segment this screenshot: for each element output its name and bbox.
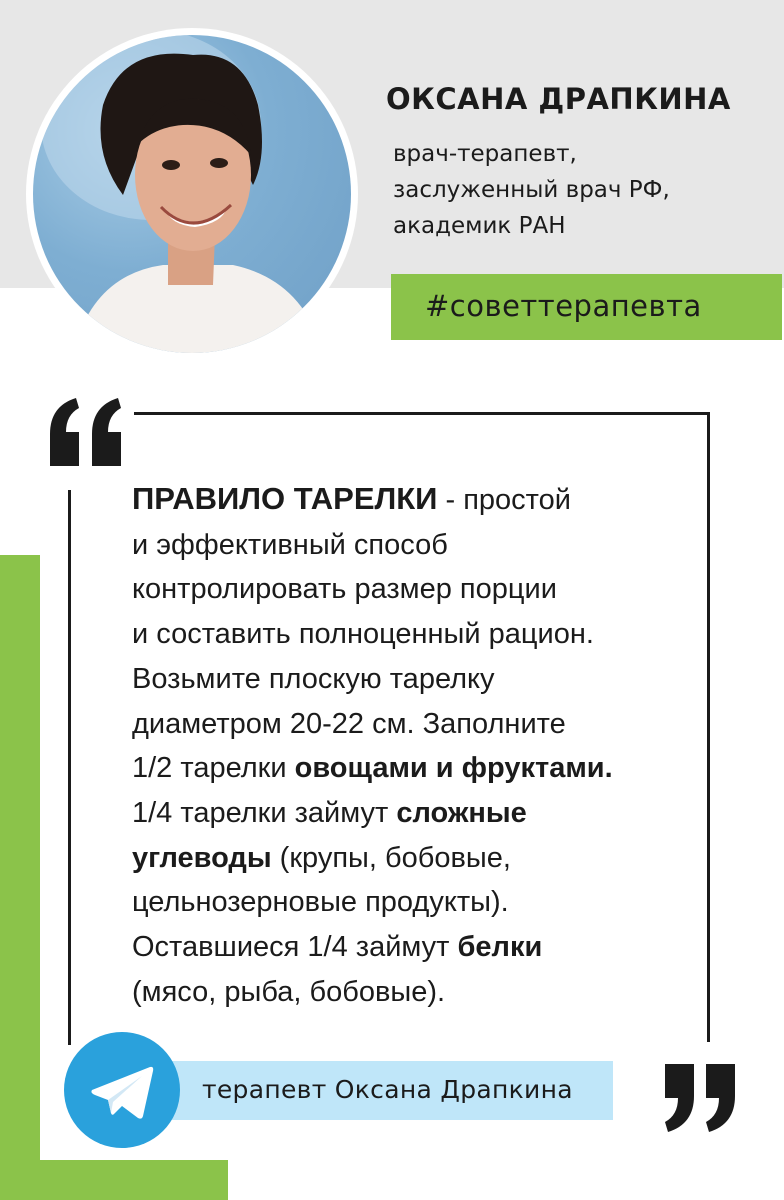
quote-line: контролировать размер порции <box>132 573 557 606</box>
hashtag-label: #советтерапевта <box>425 289 702 323</box>
author-title-line: академик РАН <box>393 213 566 239</box>
quote-line: углеводы (крупы, бобовые, <box>132 841 511 874</box>
quote-line: 1/2 тарелки овощами и фруктами. <box>132 752 613 785</box>
quote-lead: ПРАВИЛО ТАРЕЛКИ <box>132 481 438 516</box>
author-name: ОКСАНА ДРАПКИНА <box>386 82 731 116</box>
author-title-line: заслуженный врач РФ, <box>393 177 670 203</box>
frame-line-top <box>134 412 710 415</box>
frame-line-left <box>68 490 71 1045</box>
quote-line: и составить полноценный рацион. <box>132 618 594 651</box>
quote-line: и эффективный способ <box>132 528 448 561</box>
quote-line: Возьмите плоскую тарелку <box>132 662 495 695</box>
quote-line: диаметром 20-22 см. Заполните <box>132 707 566 740</box>
close-quote-icon <box>660 1056 740 1141</box>
quote-line: 1/4 тарелки займут сложные <box>132 796 527 829</box>
frame-line-right <box>707 412 710 1042</box>
author-photo <box>26 28 358 360</box>
quote-line: ПРАВИЛО ТАРЕЛКИ - простой <box>132 481 571 516</box>
quote-line: (мясо, рыба, бобовые). <box>132 975 446 1008</box>
author-titles <box>393 136 773 244</box>
author-title-line: врач-терапевт, <box>393 141 577 167</box>
quote-line: Оставшиеся 1/4 займут белки <box>132 931 543 964</box>
open-quote-icon <box>46 388 126 473</box>
telegram-icon[interactable] <box>64 1032 180 1148</box>
quote-text <box>132 477 692 1014</box>
telegram-channel-link[interactable]: терапевт Оксана Драпкина <box>202 1075 573 1104</box>
quote-line: цельнозерновые продукты). <box>132 886 509 919</box>
